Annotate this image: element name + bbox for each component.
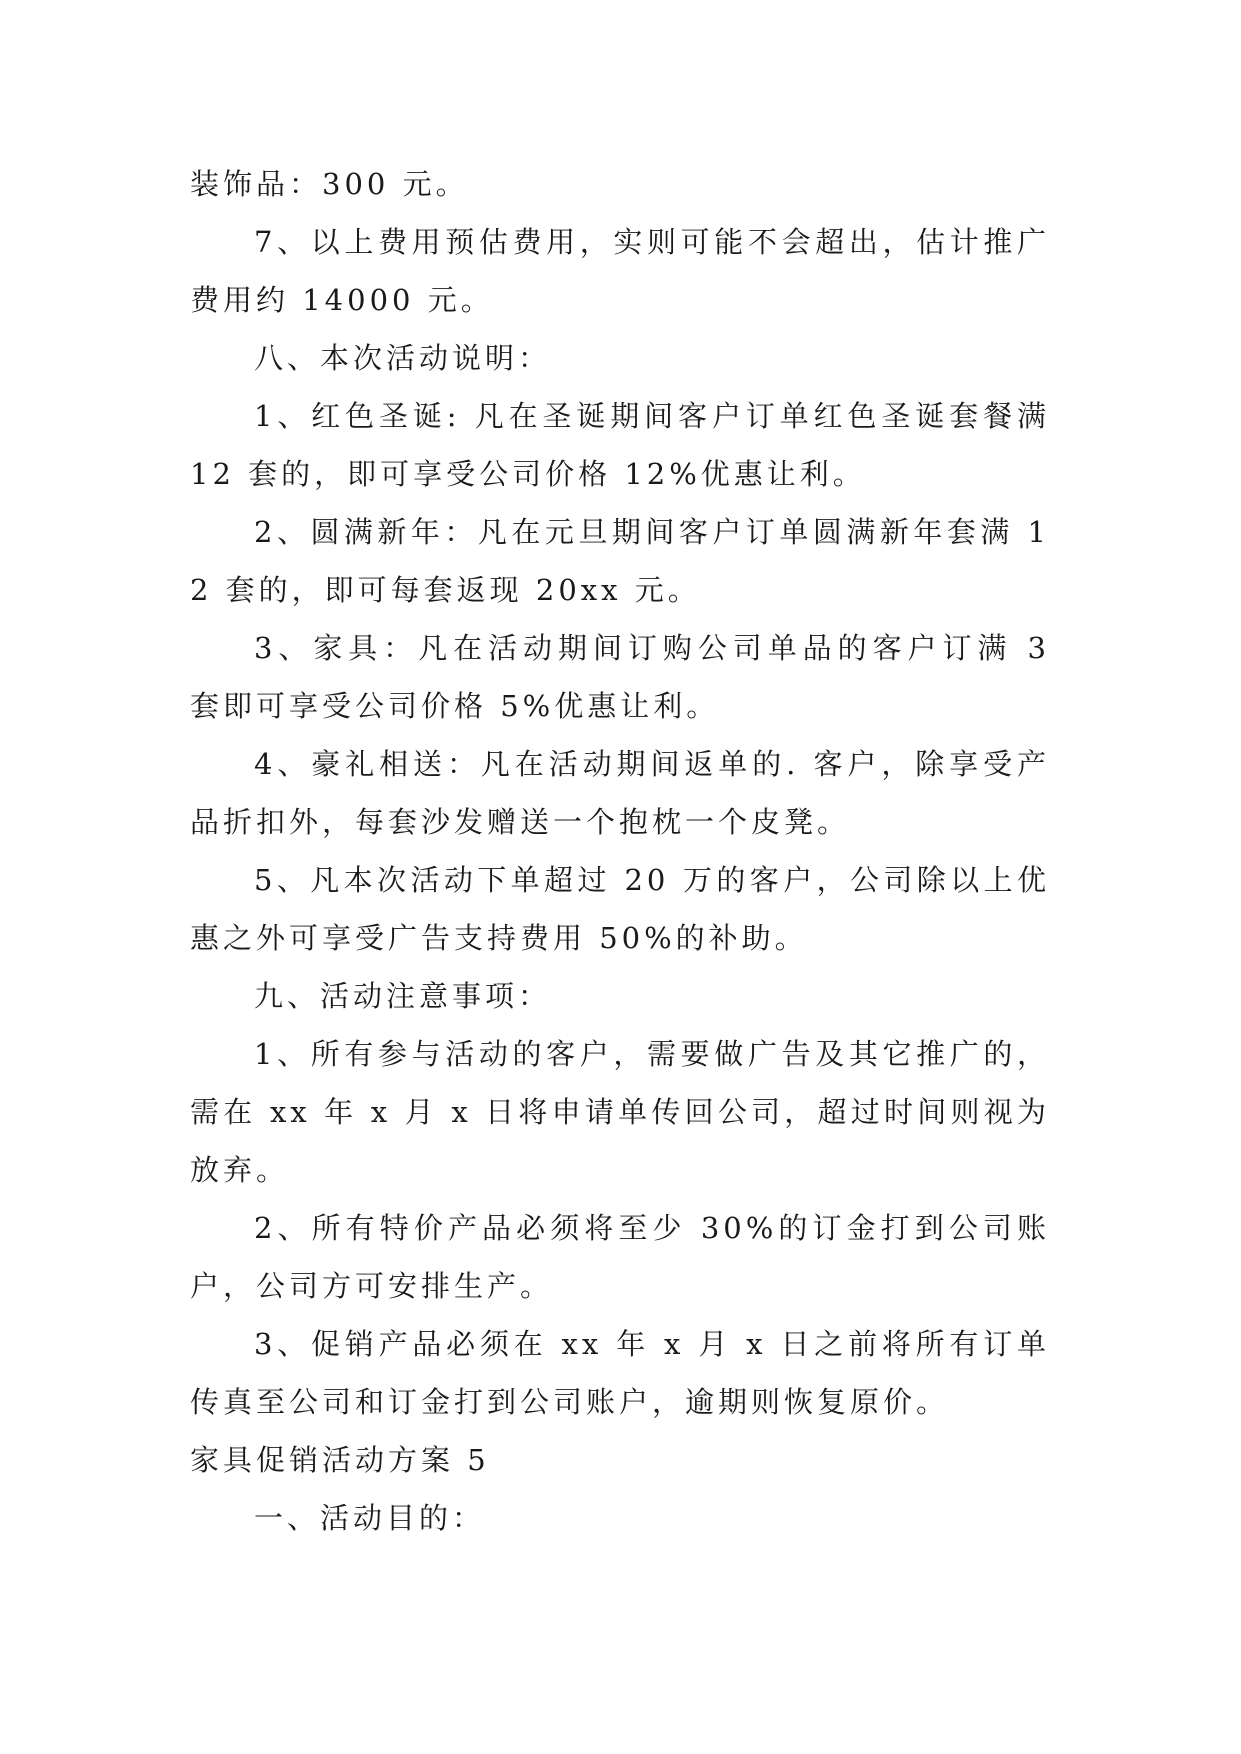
section-heading-9: 九、活动注意事项： bbox=[254, 979, 552, 1013]
paragraph-note-3: 3、促销产品必须在 xx 年 x 月 x 日之前将所有订单传真至公司和订金打到公司账户，逾期则恢复原价。 bbox=[190, 1327, 1050, 1419]
paragraph-note-1: 1、所有参与活动的客户，需要做广告及其它推广的，需在 xx 年 x 月 x 日将申请单传回公司，超过时间则视为放弃。 bbox=[190, 1037, 1050, 1187]
paragraph-offer-gifts: 4、豪礼相送：凡在活动期间返单的. 客户，除享受产品折扣外，每套沙发赠送一个抱枕一个皮凳。 bbox=[190, 747, 1050, 839]
document-title-plan-5: 家具促销活动方案 5 bbox=[190, 1443, 490, 1477]
paragraph-offer-large-order: 5、凡本次活动下单超过 20 万的客户，公司除以上优惠之外可享受广告支持费用 50%的补助。 bbox=[190, 863, 1050, 955]
section-heading-1: 一、活动目的： bbox=[254, 1501, 486, 1535]
paragraph-offer-new-year: 2、圆满新年：凡在元旦期间客户订单圆满新年套满 12 套的，即可每套返现 20xx 元。 bbox=[190, 515, 1050, 607]
paragraph-note-2: 2、所有特价产品必须将至少 30%的订金打到公司账户，公司方可安排生产。 bbox=[190, 1211, 1050, 1303]
paragraph-decorations-cost: 装饰品：300 元。 bbox=[190, 167, 469, 201]
section-heading-8: 八、本次活动说明： bbox=[254, 341, 552, 375]
paragraph-offer-furniture: 3、家具：凡在活动期间订购公司单品的客户订满 3 套即可享受公司价格 5%优惠让利。 bbox=[190, 631, 1064, 723]
paragraph-item-7-estimate: 7、以上费用预估费用，实则可能不会超出，估计推广费用约 14000 元。 bbox=[190, 225, 1050, 317]
document-page bbox=[190, 155, 1064, 1547]
paragraph-offer-red-christmas: 1、红色圣诞: 凡在圣诞期间客户订单红色圣诞套餐满 12 套的，即可享受公司价格 12%优惠让利。 bbox=[190, 399, 1064, 491]
